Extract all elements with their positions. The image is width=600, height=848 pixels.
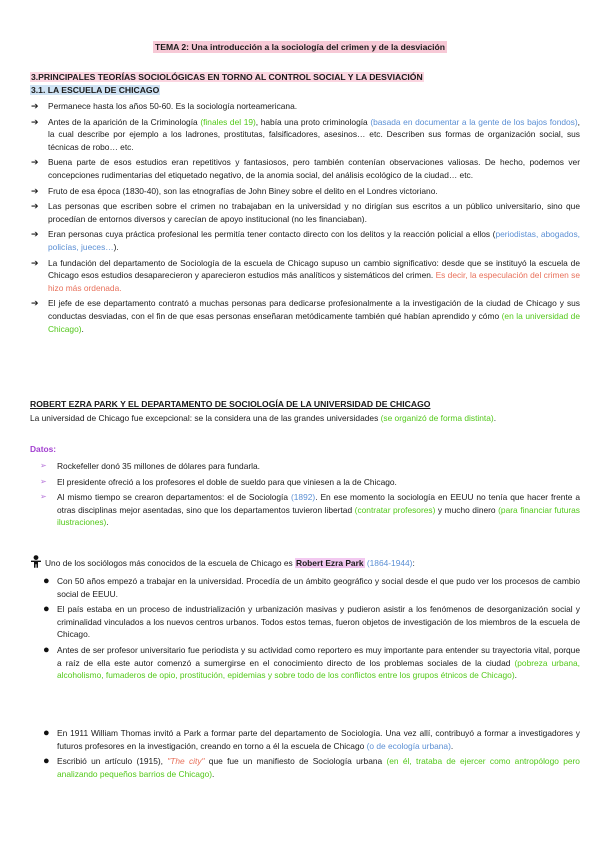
arrow-icon: ➔ xyxy=(31,185,39,196)
bullet-icon: ● xyxy=(43,727,50,739)
arrow-icon: ➔ xyxy=(31,116,39,127)
list-item: ➔ Buena parte de esos estudios eran repetitivos y fantasiosos, pero también contenían observaciones valiosas. De hecho, podemos ver concepciones rudimentarias del etiquetado negativo, de la anomia social, del análisis ecológico de la ciudad… etc. xyxy=(31,157,580,180)
park-bullets-2 xyxy=(40,727,580,780)
park-section-heading: ROBERT EZRA PARK Y EL DEPARTAMENTO DE SOCIOLOGÍA DE LA UNIVERSIDAD DE CHICAGO xyxy=(30,399,431,409)
list-item: ● Escribió un artículo (1915), "The city" que fue un manifiesto de Sociología urbana (en él, trataba de ejercer como antropólogo pero analizando pequeños barrios de Chicago). xyxy=(43,755,580,779)
document-title: TEMA 2: Una introducción a la sociología del crimen y de la desviación xyxy=(154,42,446,52)
triangle-bullet-icon: ➢ xyxy=(40,476,47,486)
bullet-icon: ● xyxy=(43,575,50,587)
arrow-icon: ➔ xyxy=(31,101,39,111)
list-item: ● El país estaba en un proceso de industrialización y urbanización masivas y pudieron asistir a los fenómenos de desorganización social y criminalidad vinculados a los nuevos centros urbanos. Todos estos temas, fueron objetos de investigación de los miembros de la escuela de Chicago. xyxy=(43,603,580,640)
park-intro: La universidad de Chicago fue excepcional: se la considera una de las grandes universidades (se organizó de forma distinta). xyxy=(30,413,497,423)
arrow-icon: ➔ xyxy=(31,298,39,309)
list-item: ➔ Permanece hasta los años 50-60. Es la sociología norteamericana. xyxy=(31,101,298,111)
subsection-heading: 3.1. LA ESCUELA DE CHICAGO xyxy=(31,85,160,95)
list-item: ➢ Al mismo tiempo se crearon departamentos: el de Sociología (1892). En ese momento la sociología en EEUU no tenía que hacer frente a otras disciplinas mejor asentadas, sino que los departamentos tuvieron libertad (contratar profesores) y mucho dinero (para financiar futuras ilustraciones). xyxy=(40,492,580,528)
document-title-row xyxy=(0,41,600,54)
datos-list xyxy=(40,460,580,529)
bullet-icon: ● xyxy=(43,755,50,768)
section-heading: 3.PRINCIPALES TEORÍAS SOCIOLÓGICAS EN TORNO AL CONTROL SOCIAL Y LA DESVIACIÓN xyxy=(31,72,423,82)
list-item: ➔ Antes de la aparición de la Criminología (finales del 19), había una proto criminología (basada en documentar a la gente de los bajos fondos), la cual describe por ejemplo a los ladrones, prostitutas, falsificadores, asesinos… etc. Describen sus formas de organización social, sus técnicas de robo… etc. xyxy=(31,116,580,152)
person-icon xyxy=(30,555,44,568)
bullet-icon: ● xyxy=(43,643,50,656)
triangle-bullet-icon: ➢ xyxy=(40,492,47,502)
list-item: ➔ La fundación del departamento de Sociología de la escuela de Chicago supuso un cambio significativo: desde que se instituyó la escuela de Chicago esos estudios desaparecieron y aparecieron estudios más analíticos y sistemáticos del crimen. Es decir, la especulación del crimen se hizo más ordenada. xyxy=(31,257,580,293)
person-name: Robert Ezra Park xyxy=(296,558,364,568)
list-item: ➔ Las personas que escriben sobre el crimen no trabajaban en la universidad y no dirigían sus escritos a un público universitario, sino que procedían de entornos diversos y carecían de apoyo institucional (no les financiaban). xyxy=(31,201,580,224)
park-person-intro: Uno de los sociólogos más conocidos de la escuela de Chicago es Robert Ezra Park (1864-1944): xyxy=(30,555,590,570)
list-item: ➔ Eran personas cuya práctica profesional les permitía tener contacto directo con los delitos y la reacción policial a ellos (periodistas, abogados, policías, jueces…). xyxy=(31,229,580,252)
list-item: ➔ El jefe de ese departamento contrató a muchas personas para dedicarse profesionalmente a la investigación de la ciudad de Chicago y sus conductas desviadas, con el fin de que esas personas enseñaran metódicamente también qué habían aprendido y cómo (en la universidad de Chicago). xyxy=(31,298,580,334)
list-item: ● Con 50 años empezó a trabajar en la universidad. Procedía de un ámbito geográfico y social desde el que pudo ver los procesos de cambio social de EEUU. xyxy=(43,575,580,599)
park-bullets xyxy=(40,575,580,682)
bullet-icon: ● xyxy=(43,603,50,616)
list-item: ➢ El presidente ofreció a los profesores el doble de sueldo para que viniesen a la de Chicago. xyxy=(40,476,397,487)
arrow-icon: ➔ xyxy=(31,201,39,212)
chicago-list xyxy=(31,100,580,335)
list-item: ● Antes de ser profesor universitario fue periodista y su actividad como reportero es muy importante para entender su trayectoria vital, porque a raíz de ella este autor comenzó a sumergirse en el conocimiento directo de los problemas sociales de la ciudad (pobreza urbana, alcoholismo, fumaderos de opio, prostitución, epidemias y sobre todo de los conflictos entre los grupos étnicos de Chicago). xyxy=(43,643,580,681)
list-item: ➔ Fruto de esa época (1830-40), son las etnografías de John Biney sobre el delito en el Londres victoriano. xyxy=(31,185,438,196)
arrow-icon: ➔ xyxy=(31,157,39,168)
list-item: ● En 1911 William Thomas invitó a Park a formar parte del departamento de Sociología. Una vez allí, contribuyó a formar a investigadores y futuros profesores en la investigación, creando en torno a él la escuela de Chicago (o de ecología urbana). xyxy=(43,727,580,751)
arrow-icon: ➔ xyxy=(31,257,39,268)
datos-label: Datos: xyxy=(30,444,57,454)
list-item: ➢ Rockefeller donó 35 millones de dólares para fundarla. xyxy=(40,461,260,471)
arrow-icon: ➔ xyxy=(31,229,39,240)
triangle-bullet-icon: ➢ xyxy=(40,461,47,470)
